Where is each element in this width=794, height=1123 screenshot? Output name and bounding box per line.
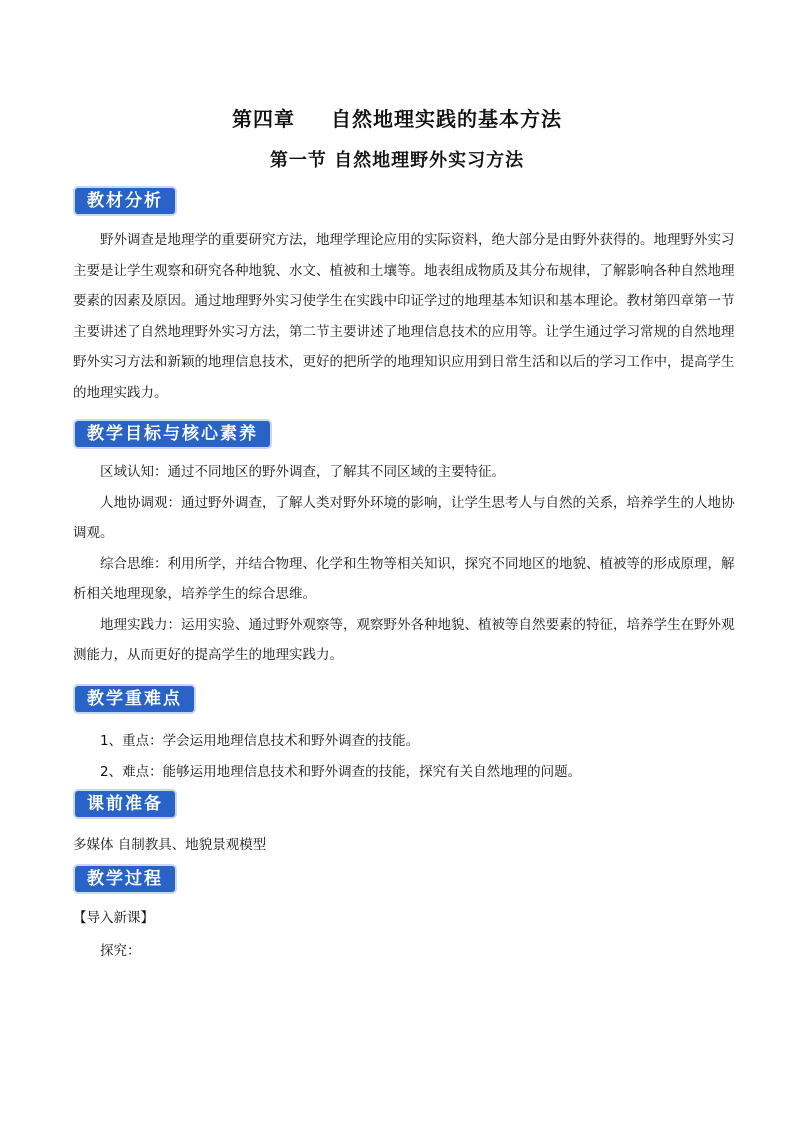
chapter-title (0, 103, 794, 132)
heading-key-points-badge: 教学重难点 (75, 686, 194, 712)
goal-human-earth-harmony: 人地协调观：通过野外调查，了解人类对野外环境的影响，让学生思考人与自然的关系，培养学生的人地协调观。 (73, 494, 735, 541)
heading-goals-badge: 教学目标与核心素养 (75, 421, 270, 447)
chapter-number: 第四章 (232, 107, 295, 131)
goals-section (73, 457, 741, 671)
heading-analysis-badge: 教材分析 (75, 188, 175, 214)
preparation-text: 多媒体 自制教具、地貌景观模型 (73, 837, 267, 853)
heading-process-badge: 教学过程 (75, 866, 175, 892)
goal-regional-cognition: 区域认知：通过不同地区的野外调查，了解其不同区域的主要特征。 (100, 464, 505, 480)
key-point-1: 1、重点：学会运用地理信息技术和野外调查的技能。 (100, 733, 420, 749)
section-title: 第一节 自然地理野外实习方法 (269, 150, 525, 171)
heading-preparation-badge: 课前准备 (75, 791, 175, 817)
chapter-name: 自然地理实践的基本方法 (331, 107, 562, 131)
intro-label: 【导入新课】 (73, 910, 154, 926)
key-point-2: 2、难点：能够运用地理信息技术和野外调查的技能，探究有关自然地理的问题。 (100, 764, 582, 780)
goal-integrated-thinking: 综合思维：利用所学，并结合物理、化学和生物等相关知识，探究不同地区的地貌、植被等的形成原理，解析相关地理现象，培养学生的综合思维。 (73, 555, 735, 602)
analysis-paragraph: 野外调查是地理学的重要研究方法，地理学理论应用的实际资料，绝大部分是由野外获得的。地理野外实习主要是让学生观察和研究各种地貌、水文、植被和土壤等。地表组成物质及其分布规律，了解影响各种自然地理要素的因素及原因。通过地理野外实习使学生在实践中印证学过的地理基本知识和基本理论。教材第四章第一节主要讲述了自然地理野外实习方法，第二节主要讲述了地理信息技术的应用等。让学生通过学习常规的自然地理野外实习方法和新颖的地理信息技术，更好的把所学的地理知识应用到日常生活和以后的学习工作中，提高学生的地理实践力。 (73, 232, 735, 401)
analysis-section (73, 225, 741, 408)
goal-geographic-practice: 地理实践力：运用实验、通过野外观察等，观察野外各种地貌、植被等自然要素的特征，培养学生在野外观测能力，从而更好的提高学生的地理实践力。 (73, 616, 735, 663)
explore-label: 探究： (100, 943, 141, 959)
